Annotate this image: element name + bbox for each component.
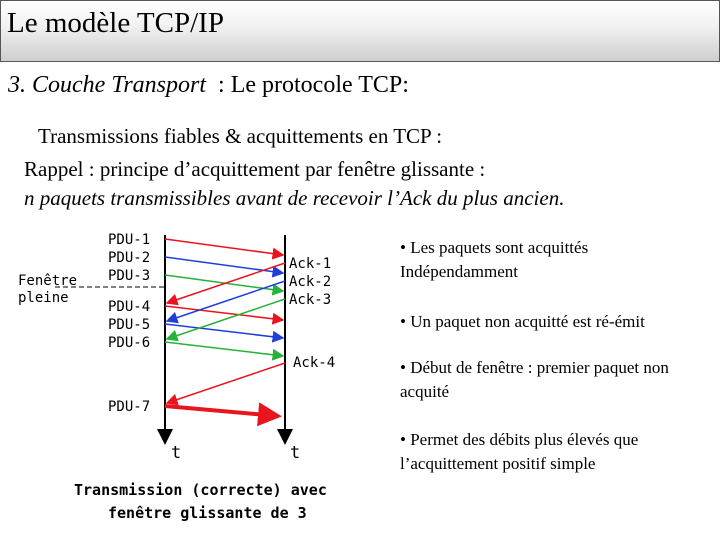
intro-line-1: Transmissions fiables & acquittements en TCP : — [38, 124, 443, 148]
window-label-2: pleine — [18, 290, 69, 306]
pdu-5-arrow — [165, 324, 283, 338]
subtitle-part-1: 3. Couche Transport — [8, 72, 207, 98]
intro-line-3: n paquets transmissibles avant de recevoir l’Ack du plus ancien. — [24, 186, 565, 210]
intro-line-2 — [24, 157, 485, 182]
pdu-4-arrow — [165, 306, 283, 320]
pdu-6-arrow — [165, 342, 283, 356]
ack-2-arrow — [167, 281, 285, 321]
pdu-label-3: PDU-3 — [108, 268, 151, 284]
pdu-1-arrow — [165, 239, 283, 255]
bullet-text: Les paquets sont acquittés Indépendamment — [400, 238, 589, 281]
pdu-label-5: PDU-5 — [108, 317, 151, 333]
pdu-label-7: PDU-7 — [108, 399, 151, 415]
ack-3-arrow — [167, 299, 285, 339]
ack-label-4: Ack-4 — [293, 355, 336, 371]
ack-label-2: Ack-2 — [289, 274, 332, 290]
sliding-window-diagram — [0, 225, 400, 535]
left-axis-label: t — [171, 443, 182, 463]
right-axis-label: t — [290, 443, 301, 463]
ack-1-arrow — [167, 263, 285, 303]
intro-line-2-b: cquittement par fenêtre glissante : — [200, 157, 486, 181]
bullet-marker: • — [400, 312, 406, 331]
title-bar — [0, 0, 720, 62]
pdu-label-1: PDU-1 — [108, 232, 151, 248]
bullet-marker: • — [400, 430, 406, 449]
ack-label-1: Ack-1 — [289, 256, 332, 272]
bullet-marker: • — [400, 358, 406, 377]
bullet-1 — [400, 236, 710, 284]
section-subtitle — [8, 72, 409, 99]
page-title: Le modèle TCP/IP — [7, 7, 224, 39]
ack-4-arrow — [167, 363, 285, 403]
bullet-text: Début de fenêtre : premier paquet non acquité — [400, 358, 669, 401]
bullet-3 — [400, 356, 710, 404]
ack-label-3: Ack-3 — [289, 292, 332, 308]
pdu-label-2: PDU-2 — [108, 250, 151, 266]
pdu-2-arrow — [165, 257, 283, 273]
bullet-text: Permet des débits plus élevés que l’acquittement positif simple — [400, 430, 639, 473]
diagram-caption-2: fenêtre glissante de 3 — [108, 504, 307, 522]
bullet-text: Un paquet non acquitté est ré-émit — [405, 312, 645, 331]
pdu-label-4: PDU-4 — [108, 299, 151, 315]
bullet-2 — [400, 310, 710, 334]
pdu-7-arrow — [165, 406, 278, 416]
bullet-marker: • — [400, 238, 406, 257]
diagram-caption-1: Transmission (correcte) avec — [74, 481, 327, 499]
pdu-label-6: PDU-6 — [108, 335, 151, 351]
bullet-4 — [400, 428, 710, 476]
intro-line-2-a: Rappel : principe d’a — [24, 157, 201, 181]
subtitle-part-2: : Le protocole TCP: — [206, 72, 409, 98]
window-label-1: Fenêtre — [18, 273, 78, 289]
